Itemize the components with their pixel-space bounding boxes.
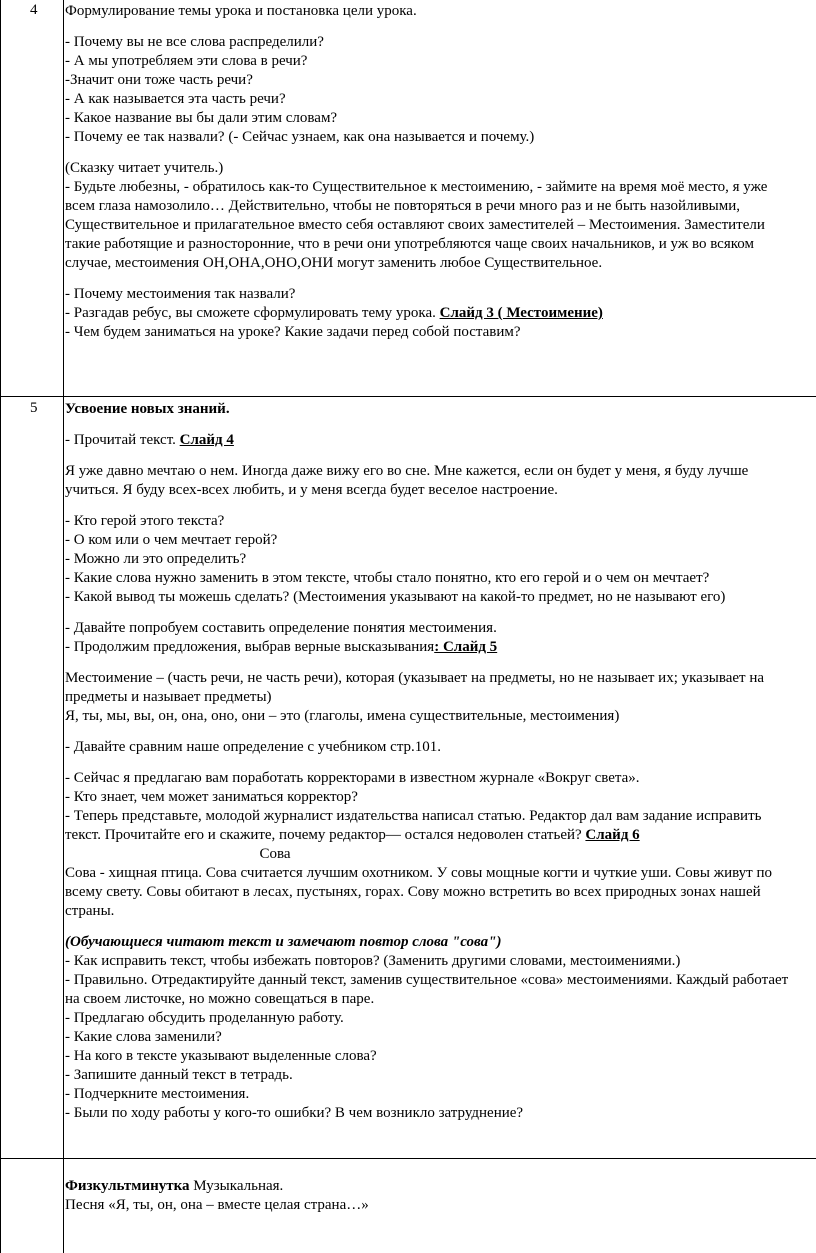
text-line: - Давайте сравним наше определение с учебником стр.101. (65, 739, 442, 755)
text-line (65, 826, 816, 845)
text-line: - Запишите данный текст в тетрадь. (65, 1067, 293, 1083)
text-line: Существительное и прилагательное вместо себя оставляют своих заместителей – Местоимения. Заместители (65, 217, 765, 233)
text-line: - Подчеркните местоимения. (65, 1086, 250, 1102)
text-line: - Почему ее так назвали? (- Сейчас узнаем, как она называется и почему.) (65, 129, 535, 145)
row-number: 5 (30, 400, 38, 416)
owl-text-line: страны. (65, 903, 115, 919)
text-line (65, 304, 816, 323)
song-line: Песня «Я, ты, он, она – вместе целая страна…» (65, 1197, 369, 1213)
section-heading: Физкультминутка (65, 1178, 190, 1194)
slide-3-ref: Слайд 3 ( Местоимение) (439, 305, 603, 321)
section-heading: Усвоение новых знаний. (65, 401, 230, 417)
definition-line: Я, ты, мы, вы, он, она, оно, они – это (глаголы, имена существительные, местоимения) (65, 708, 620, 724)
continue-text: - Продолжим предложения, выбрав верные высказывания (65, 639, 435, 655)
definition-line: предметы и называет предметы) (65, 689, 272, 705)
row-divider-2 (0, 1158, 816, 1159)
question-line: - О ком или о чем мечтает герой? (65, 532, 278, 548)
row-divider-1 (0, 396, 816, 397)
text-line: - Будьте любезны, - обратилось как-то Существительное к местоимению, - займите на время моё место, я уже (65, 179, 768, 195)
slide-6-ref: Слайд 6 (585, 827, 640, 843)
slide-5-ref: : Слайд 5 (434, 639, 498, 655)
question-line: - Какие слова нужно заменить в этом тексте, чтобы стало понятно, кто его герой и о чем он мечтает? (65, 570, 710, 586)
definition-line: Местоимение – (часть речи, не часть речи), которая (указывает на предметы, но не называет их; указывает на (65, 670, 765, 686)
story-line: Я уже давно мечтаю о нем. Иногда даже вижу его во сне. Мне кажется, если он будет у меня, я буду лучше (65, 463, 749, 479)
text-line (65, 431, 816, 450)
text-line: - Были по ходу работы у кого-то ошибки? В чем возникло затруднение? (65, 1105, 524, 1121)
question-line: - Какой вывод ты можешь сделать? (Местоимения указывают на какой-то предмет, но не называют его) (65, 589, 726, 605)
row-6-content (65, 1177, 816, 1215)
owl-title: Сова (259, 846, 291, 862)
row-5-content (65, 400, 816, 1123)
text-line: - Правильно. Отредактируйте данный текст, заменив существительное «сова» местоимениями. Каждый работает (65, 972, 789, 988)
text-line: - Как исправить текст, чтобы избежать повторов? (Заменить другими словами, местоимениями.) (65, 953, 681, 969)
text-line: - Сейчас я предлагаю вам поработать корректорами в известном журнале «Вокруг света». (65, 770, 640, 786)
text-line: - Какое название вы бы дали этим словам? (65, 110, 338, 126)
students-note: (Обучающиеся читают текст и замечают повтор слова "сова") (65, 934, 502, 950)
text-line: - Предлагаю обсудить проделанную работу. (65, 1010, 344, 1026)
corrector-end: текст. Прочитайте его и скажите, почему редактор— остался недоволен статьей? (65, 827, 586, 843)
text-line: - Почему вы не все слова распределили? (65, 34, 324, 50)
question-line: - Можно ли это определить? (65, 551, 247, 567)
text-line: случае, местоимения ОН,ОНА,ОНО,ОНИ могут заменить любое Существительное. (65, 255, 603, 271)
owl-text-line: всему свету. Совы обитают в лесах, пустынях, горах. Сову можно встретить во всех природных зонах нашей (65, 884, 761, 900)
text-line: - Давайте попробуем составить определение понятия местоимения. (65, 620, 497, 636)
slide-4-ref: Слайд 4 (179, 432, 234, 448)
text-line (65, 1177, 816, 1196)
heading-rest: Музыкальная. (189, 1178, 284, 1194)
row-4-content (65, 2, 816, 342)
text-line: - Кто знает, чем может заниматься корректор? (65, 789, 358, 805)
question-line: - Кто герой этого текста? (65, 513, 225, 529)
text-line: Формулирование темы урока и постановка цели урока. (65, 3, 417, 19)
read-text: - Прочитай текст. (65, 432, 180, 448)
story-line: учиться. Я буду всех-всех любить, и у меня всегда будет веселое настроение. (65, 482, 558, 498)
text-line: на своем листочке, но можно совещаться в паре. (65, 991, 375, 1007)
text-line: -Значит они тоже часть речи? (65, 72, 253, 88)
text-line: - Теперь представьте, молодой журналист издательства написал статью. Редактор дал вам задание исправить (65, 808, 762, 824)
table-border-left (0, 0, 1, 1253)
owl-text-line: Сова - хищная птица. Сова считается лучшим охотником. У совы мощные когти и чуткие уши. Совы живут по (65, 865, 773, 881)
table-column-divider (63, 0, 64, 1253)
text-line: всем глаза намозолило… Действительно, чтобы не повторяться в речи много раз и не быть назойливыми, (65, 198, 741, 214)
text-line: такие работящие и разносторонние, что в речи они употребляются чаще своих начальников, и уж во всяком (65, 236, 754, 252)
row-number: 4 (30, 2, 38, 18)
text-line: - А как называется эта часть речи? (65, 91, 286, 107)
text-line: - Чем будем заниматься на уроке? Какие задачи перед собой поставим? (65, 324, 521, 340)
text-line: - На кого в тексте указывают выделенные слова? (65, 1048, 377, 1064)
text-line: (Сказку читает учитель.) (65, 160, 224, 176)
text-line: - Какие слова заменили? (65, 1029, 222, 1045)
text-line: - А мы употребляем эти слова в речи? (65, 53, 308, 69)
text-line: - Почему местоимения так назвали? (65, 286, 296, 302)
rebus-text: - Разгадав ребус, вы сможете сформулировать тему урока. (65, 305, 440, 321)
text-line (65, 638, 816, 657)
